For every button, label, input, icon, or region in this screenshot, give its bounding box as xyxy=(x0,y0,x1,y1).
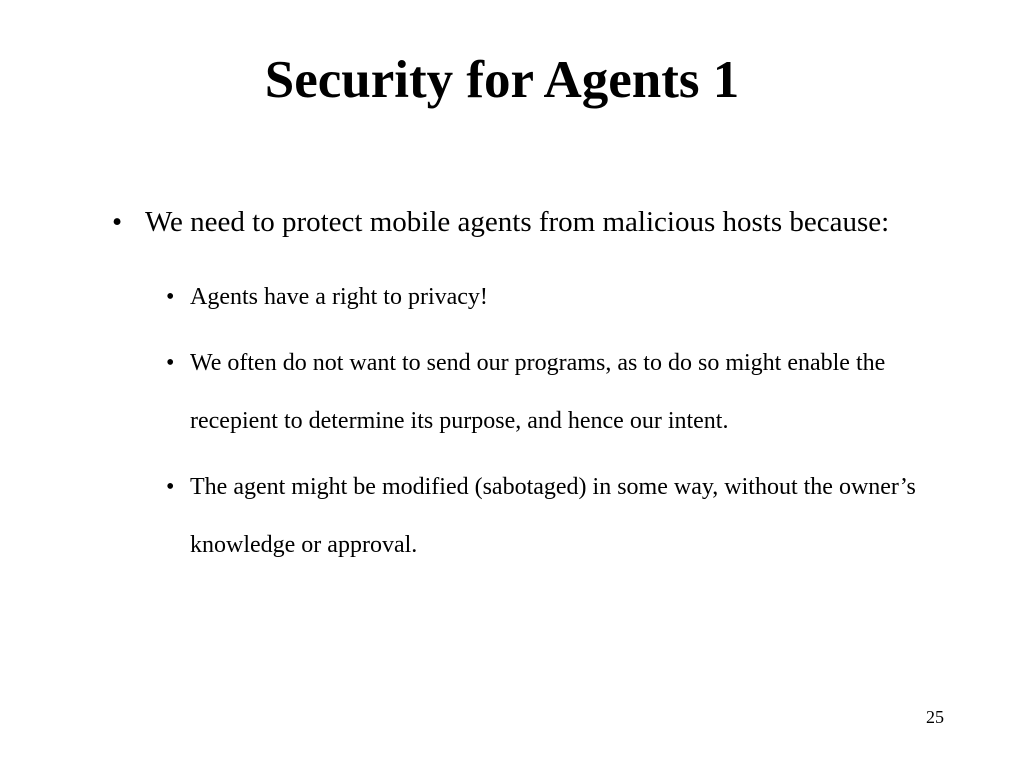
sub-bullet-dot-icon: • xyxy=(166,350,175,376)
slide-content xyxy=(112,188,972,582)
bullet-text: We need to protect mobile agents from malicious hosts because: xyxy=(145,206,890,238)
sub-bullet-text: Agents have a right to privacy! xyxy=(190,284,488,310)
sub-bullet-text: We often do not want to send our programs, as to do so might enable the recepient to determine its purpose, and hence our intent. xyxy=(190,350,886,434)
sub-bullet-item xyxy=(166,458,972,574)
slide-title: Security for Agents 1 xyxy=(264,51,740,109)
sub-bullet-text: The agent might be modified (sabotaged) in some way, without the owner’s knowledge or approval. xyxy=(190,474,916,558)
page-number: 25 xyxy=(926,707,944,727)
sub-bullet-dot-icon: • xyxy=(166,474,175,500)
bullet-dot-icon: • xyxy=(112,206,123,238)
sub-bullet-list xyxy=(112,268,972,574)
sub-bullet-item xyxy=(166,268,972,326)
sub-bullet-item xyxy=(166,334,972,450)
sub-bullet-dot-icon: • xyxy=(166,284,175,310)
bullet-item xyxy=(112,188,972,256)
